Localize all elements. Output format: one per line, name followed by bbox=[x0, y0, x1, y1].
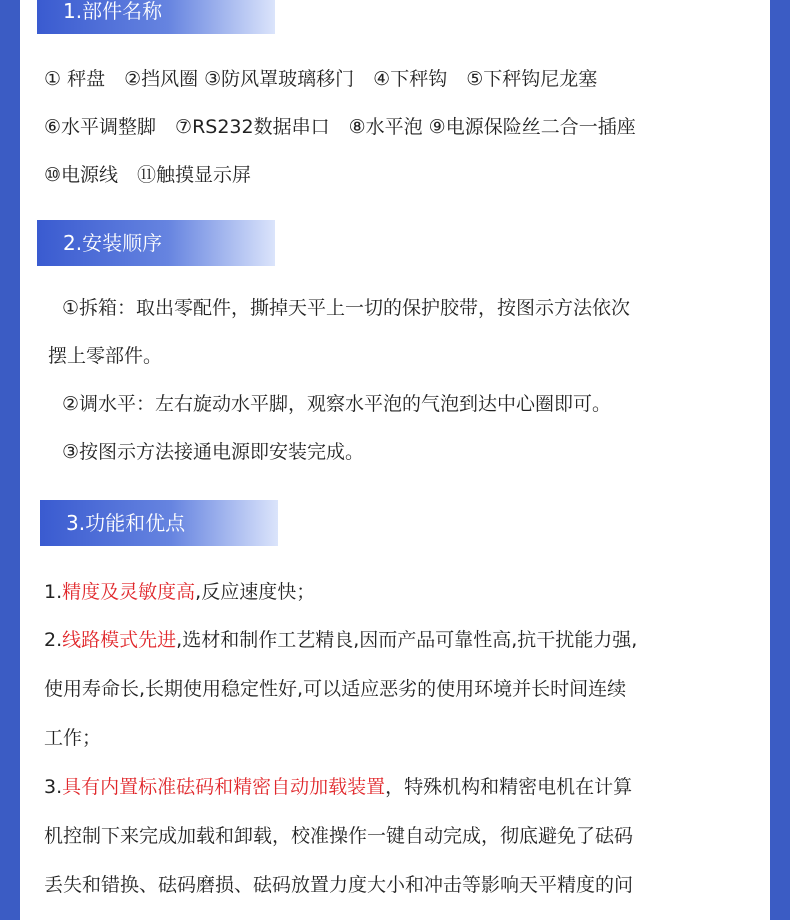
section-header-install bbox=[37, 220, 275, 266]
feature-item-3-cont-2: 丢失和错换、砝码磨损、砝码放置力度大小和冲击等影响天平精度的问 bbox=[44, 874, 634, 896]
feature-item-2-cont-2: 工作； bbox=[44, 727, 102, 749]
feature-item-2 bbox=[44, 627, 637, 653]
section-title: 3.功能和优点 bbox=[66, 511, 186, 535]
highlight-text: 线路模式先进 bbox=[62, 629, 177, 651]
install-line-3: ②调水平：左右旋动水平脚，观察水平泡的气泡到达中心圈即可。 bbox=[62, 393, 612, 415]
item-number: 2. bbox=[44, 629, 63, 651]
item-number: 1. bbox=[44, 581, 63, 603]
highlight-text: 具有内置标准砝码和精密自动加载装置 bbox=[62, 776, 386, 798]
section-title: 2.安装顺序 bbox=[63, 231, 163, 255]
install-line-2: 摆上零部件。 bbox=[48, 345, 163, 367]
highlight-text: 精度及灵敏度高 bbox=[62, 581, 196, 603]
content-card bbox=[20, 0, 770, 920]
section-header-features bbox=[40, 500, 278, 546]
item-number: 3. bbox=[44, 776, 63, 798]
parts-line-2: ⑥水平调整脚 ⑦RS232数据串口 ⑧水平泡 ⑨电源保险丝二合一插座 bbox=[44, 116, 636, 138]
feature-item-3 bbox=[44, 774, 632, 800]
item-text: ,反应速度快； bbox=[195, 581, 316, 603]
feature-item-3-cont-1: 机控制下来完成加载和卸载，校准操作一键自动完成，彻底避免了砝码 bbox=[44, 825, 634, 847]
section-title: 1.部件名称 bbox=[63, 0, 163, 23]
item-text: ，特殊机构和精密电机在计算 bbox=[385, 776, 633, 798]
install-line-4: ③按图示方法接通电源即安装完成。 bbox=[62, 441, 365, 463]
feature-item-2-cont-1: 使用寿命长,长期使用稳定性好,可以适应恶劣的使用环境并长时间连续 bbox=[44, 678, 627, 700]
section-header-parts bbox=[37, 0, 275, 34]
item-text: ,选材和制作工艺精良,因而产品可靠性高,抗干扰能力强, bbox=[176, 629, 638, 651]
feature-item-1 bbox=[44, 579, 315, 605]
parts-line-1: ① 秤盘 ②挡风圈 ③防风罩玻璃移门 ④下秤钩 ⑤下秤钩尼龙塞 bbox=[44, 68, 598, 90]
parts-line-3: ⑩电源线 ⑪触摸显示屏 bbox=[44, 164, 252, 186]
install-line-1: ①拆箱：取出零配件，撕掉天平上一切的保护胶带，按图示方法依次 bbox=[62, 297, 631, 319]
